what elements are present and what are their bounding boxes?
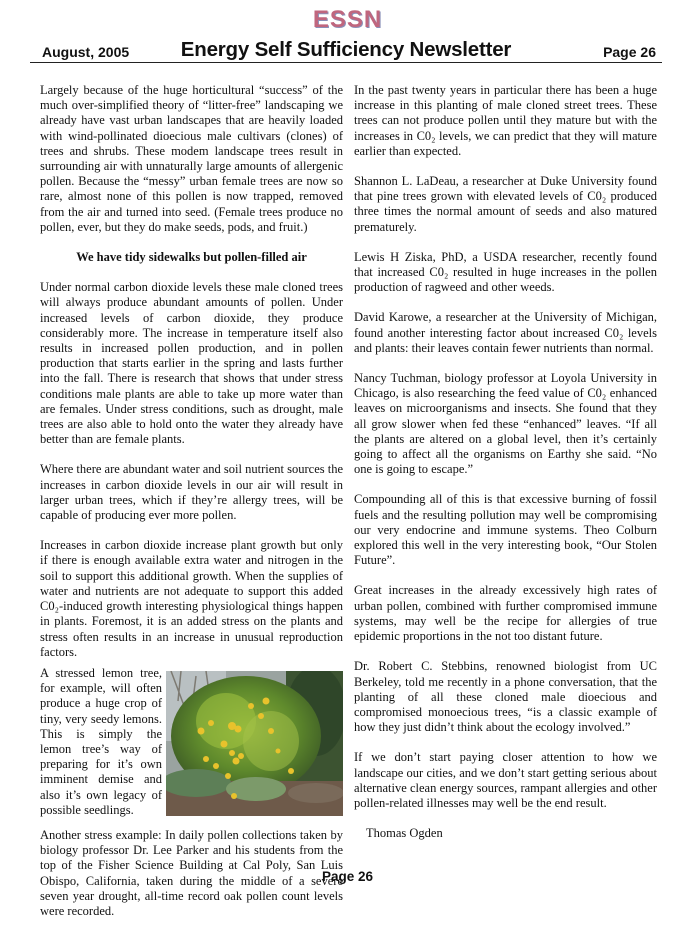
author-signature: Thomas Ogden <box>366 826 443 841</box>
paragraph: Nancy Tuchman, biology professor at Loyola University in Chicago, is also researching the feed value of C0₂ enhanced leaves on microorganisms and insects. She found that they all grow slower when fed these “enhanced” leaves. “If all the plants are altered on a global level, then it’s certainly going to affect all the organisms on Earthy she said. “No one is going to escape.” <box>354 371 657 477</box>
issue-date: August, 2005 <box>42 44 130 60</box>
section-subheading: We have tidy sidewalks but pollen-filled air <box>76 250 307 265</box>
right-column <box>354 83 657 856</box>
paragraph: Great increases in the already excessively high rates of urban pollen, combined with further compromised immune systems, may well be the recipe for allergies of true epidemic proportions in the not too distant future. <box>354 583 657 644</box>
paragraph: Compounding all of this is that excessive burning of fossil fuels and the resulting pollution may well be compromising our very endocrine and immune systems. Theo Colburn explored this well in the very interesting book, “Our Stolen Future”. <box>354 492 657 568</box>
lemon-tree-image-icon <box>166 671 343 816</box>
left-column <box>40 83 343 934</box>
lemon-tree-photo <box>166 671 343 816</box>
newsletter-title: Energy Self Sufficiency Newsletter <box>180 38 512 61</box>
paragraph: If we don’t start paying closer attention to how we landscape our cities, and we don’t start getting serious about alternative clean energy sources, rampant allergies and other pollen-related illnesses may well be the end result. <box>354 750 657 810</box>
paragraph: Under normal carbon dioxide levels these male cloned trees will always produce abundant amounts of pollen. Under increased levels of carbon dioxide, they produce considerably more. The increase in temperature itself also results in increased pollen production, and in pollen production that starts earlier in the spring and lasts further into the fall. There is research that shows that under stress conditions male plants are able to take up more water than are females. Under stress conditions, such as drought, male trees are also able to hold onto the water they already have better than are female plants. <box>40 280 343 447</box>
paragraph: Lewis H Ziska, PhD, a USDA researcher, recently found that increased C0₂ resulted in huge increases in the pollen production of ragweed and other weeds. <box>354 249 657 295</box>
paragraph: Shannon L. LaDeau, a researcher at Duke University found that pine trees grown with elevated levels of C0₂ produced three times the normal amount of seeds and also matured prematurely. <box>354 174 657 234</box>
paragraph: In the past twenty years in particular there has been a huge increase in this planting of male cloned street trees. These trees can not produce pollen until they mature but with the increases in C0₂ levels, we can predict that they will mature earlier than expected. <box>354 83 657 158</box>
essn-logo: ESSN <box>312 6 383 33</box>
header-page-number: Page 26 <box>603 44 656 60</box>
footer-page-number: Page 26 <box>321 869 374 884</box>
figure-text: A stressed lemon tree, for example, will often produce a huge crop of tiny, very seedy lemons. This is simply the lemon tree’s way of preparing for it’s own imminent demise and also it’s own legacy of possible seedlings. <box>40 665 162 817</box>
paragraph: Largely because of the huge horticultural “success” of the much over-simplified theory of “litter-free” landscaping we already have vast urban landscapes that are heavily loaded with wind-pollinated dioecious male cultivars (clones) of trees and shrubs. These modem landscape trees result in surrounding air with unnaturally large amounts of allergenic pollen. Because the “messy” urban female trees are now so rare, almost none of this pollen is now trapped, removed from the air and turned into seed. (Female trees produce no pollen, ever, but they do make seeds, pods, and fruit.) <box>40 83 343 234</box>
paragraph: Another stress example: In daily pollen collections taken by biology professor Dr. Lee Parker and his students from the top of the Fisher Science Building at Cal Poly, San Luis Obispo, California, taken during the middle of a severe seven year drought, all-time record oak pollen count levels were recorded. <box>40 827 343 918</box>
paragraph: Dr. Robert C. Stebbins, renowned biologist from UC Berkeley, told me recently in a phone conversation, that the planting of all these cloned male dioecious and compromised monoecious trees, “is a classic example of how they just didn’t think about the ecology involved.” <box>354 659 657 735</box>
lemon-tree-figure <box>40 666 343 818</box>
paragraph: Increases in carbon dioxide increase plant growth but only if there is enough available extra water and nitrogen in the soil to support this additional growth. When the supplies of water and nutrients are not adequate to support this added C0₂-induced growth interesting physiological things happen in plants. Foremost, it is an added stress on the plants and stress often results in an increase in unusual reproduction factors. <box>40 538 343 659</box>
paragraph: Where there are abundant water and soil nutrient sources the increases in carbon dioxide levels in our air will result in larger urban trees, which if they’re allergy trees, will be capable of producing ever more pollen. <box>40 462 343 523</box>
masthead <box>30 38 662 63</box>
paragraph: David Karowe, a researcher at the University of Michigan, found another interesting factor about increased C0₂ levels and plants: their leaves contain fewer nutrients than normal. <box>354 310 657 355</box>
